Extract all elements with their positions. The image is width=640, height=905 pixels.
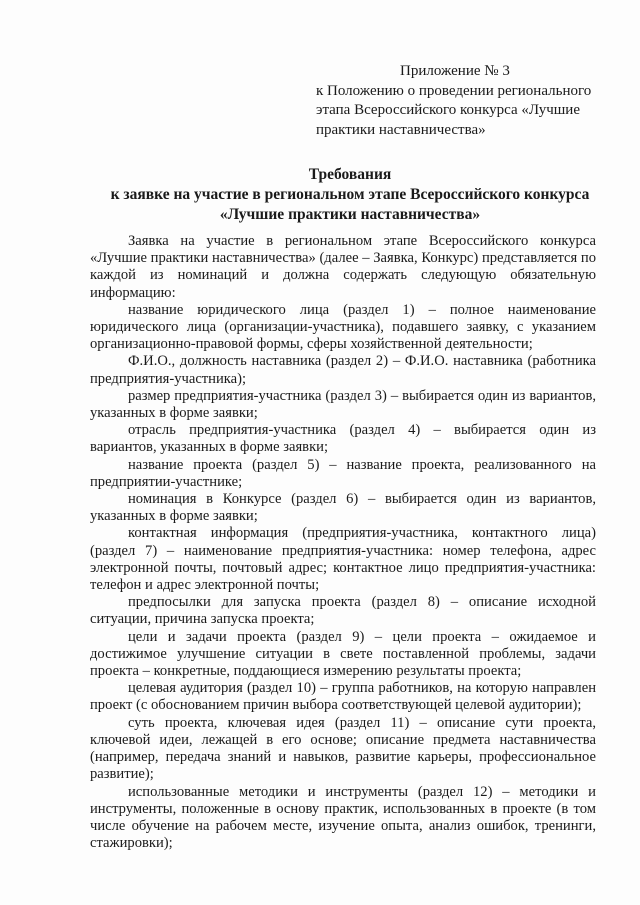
paragraph-item: название проекта (раздел 5) – название проекта, реализованного на предприятии-участнике;	[90, 456, 596, 490]
heading-contest-name: «Лучшие практики наставничества»	[219, 206, 481, 223]
paragraph-item: предпосылки для запуска проекта (раздел 8) – описание исходной ситуации, причина запуска проекта;	[90, 594, 596, 628]
paragraph-item: суть проекта, ключевая идея (раздел 11) – описание сути проекта, ключевой идеи, лежащей в его основе; описание предмета наставничества (например, передача знаний и навыков, развитие карьеры, профессиональное развитие);	[90, 714, 596, 783]
appendix-block	[316, 62, 616, 140]
paragraph-intro: Заявка на участие в региональном этапе Всероссийского конкурса «Лучшие практики наставничества» (далее – Заявка, Конкурс) представляется по каждой из номинаций и должна содержать следующую обязательную информацию:	[90, 233, 596, 301]
paragraph-item: целевая аудитория (раздел 10) – группа работников, на которую направлен проект (с обоснованием причин выбора соответствующей целевой аудитории);	[90, 680, 596, 714]
paragraph-item: номинация в Конкурсе (раздел 6) – выбирается один из вариантов, указанных в форме заявки;	[90, 491, 596, 525]
paragraph-item: размер предприятия-участника (раздел 3) – выбирается один из вариантов, указанных в форме заявки;	[90, 387, 596, 422]
paragraph-item: название юридического лица (раздел 1) – полное наименование юридического лица (организации-участника), подавшего заявку, с указанием организационно-правовой формы, сферы хозяйственной деятельности;	[90, 301, 596, 353]
paragraph-item: контактная информация (предприятия-участника, контактного лица) (раздел 7) – наименование предприятия-участника: номер телефона, адрес электронной почты, почтовый адрес; контактное лицо предприятия-участника: телефон и адрес электронной почты;	[90, 525, 596, 594]
heading-subtitle: к заявке на участие в региональном этапе Всероссийского конкурса	[110, 186, 590, 203]
heading-title: Требования	[308, 166, 392, 183]
appendix-line: практики наставничества»	[316, 121, 486, 138]
appendix-line: этапа Всероссийского конкурса «Лучшие	[316, 102, 580, 118]
paragraph-item: использованные методики и инструменты (раздел 12) – методики и инструменты, положенные в основу практик, использованных в проекте (в том числе обучение на рабочем месте, изучение опыта, анализ ошибок, тренинги, стажировки);	[90, 783, 596, 852]
paragraph-item: цели и задачи проекта (раздел 9) – цели проекта – ожидаемое и достижимое улучшение ситуации в свете поставленной проблемы, задачи проекта – конкретные, поддающиеся измерению результаты проекта;	[90, 628, 596, 680]
document-body	[90, 233, 596, 852]
paragraph-item: Ф.И.О., должность наставника (раздел 2) – Ф.И.О. наставника (работника предприятия-участника);	[90, 353, 596, 387]
appendix-line: к Положению о проведении регионального	[316, 82, 592, 99]
appendix-title: Приложение № 3	[400, 63, 510, 79]
document-heading	[80, 165, 620, 225]
paragraph-item: отрасль предприятия-участника (раздел 4) – выбирается один из вариантов, указанных в форме заявки;	[90, 422, 596, 456]
